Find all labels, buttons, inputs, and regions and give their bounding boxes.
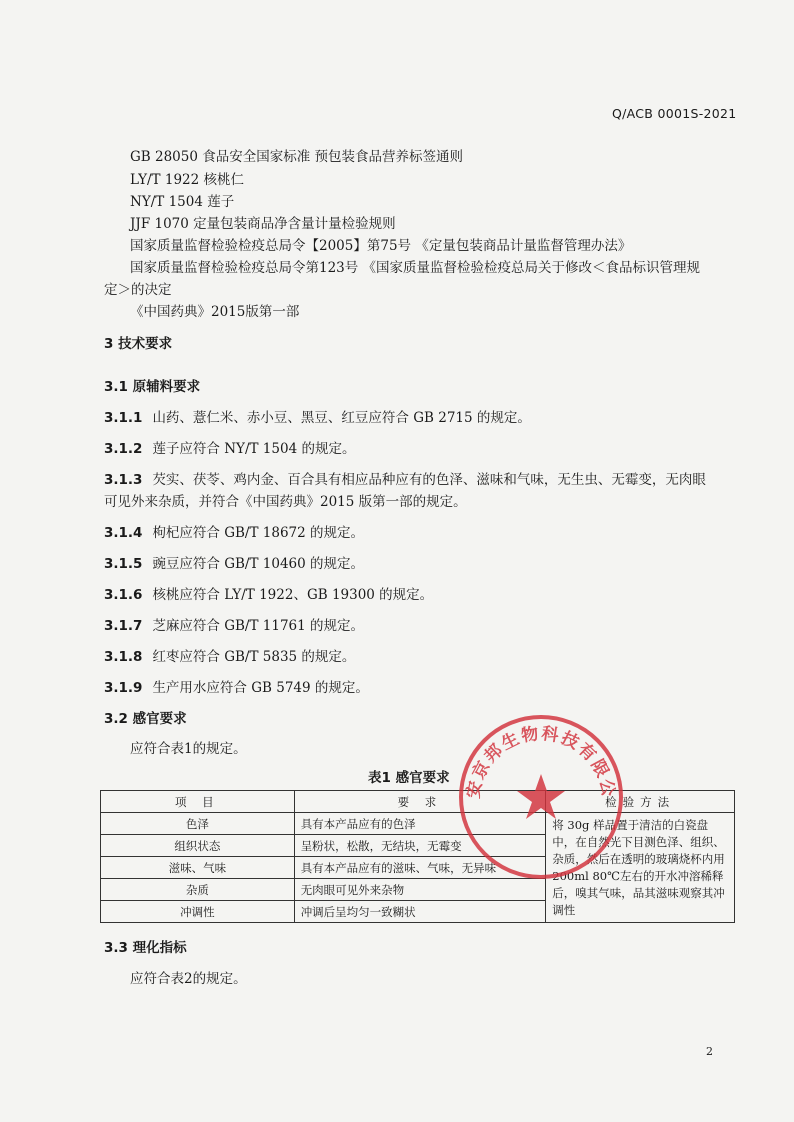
clause-3-1-4 <box>104 521 364 541</box>
requirement-cell: 无肉眼可见外来杂物 <box>294 879 546 901</box>
item-cell: 滋味、气味 <box>101 857 295 879</box>
clause-text: 核桃应符合 LY/T 1922、GB 19300 的规定。 <box>152 587 434 603</box>
clause-3-1-9 <box>104 676 369 696</box>
clause-text: 红枣应符合 GB/T 5835 的规定。 <box>152 649 356 665</box>
clause-number: 3.1.4 <box>104 525 143 541</box>
clause-text: 芡实、茯苓、鸡内金、百合具有相应品种应有的色泽、滋味和气味，无生虫、无霉变，无肉眼 <box>152 472 706 488</box>
table-1-caption: 表1 感官要求 <box>368 770 450 786</box>
item-cell: 杂质 <box>101 879 295 901</box>
clause-3-1-7 <box>104 614 364 634</box>
reference-order-123: 国家质量监督检验检疫总局令第123号 《国家质量监督检验检疫总局关于修改＜食品标识管理规 <box>130 260 701 276</box>
clause-3-1-1 <box>104 406 531 426</box>
company-seal-icon <box>456 712 626 882</box>
section-3-3-heading: 3.3 理化指标 <box>104 940 187 956</box>
section-3-3-text: 应符合表2的规定。 <box>130 971 247 987</box>
clause-number: 3.1.6 <box>104 587 143 603</box>
clause-number: 3.1.9 <box>104 680 143 696</box>
clause-text: 芝麻应符合 GB/T 11761 的规定。 <box>152 618 365 634</box>
clause-number: 3.1.3 <box>104 472 143 488</box>
clause-number: 3.1.8 <box>104 649 143 665</box>
item-cell: 冲调性 <box>101 901 295 923</box>
requirement-cell: 具有本产品应有的滋味、气味，无异味 <box>294 857 546 879</box>
reference-pharmacopoeia: 《中国药典》2015版第一部 <box>130 304 300 320</box>
item-cell: 色泽 <box>101 813 295 835</box>
header-requirement: 要 求 <box>294 791 546 813</box>
clause-3-1-2 <box>104 437 355 457</box>
section-3-2-heading: 3.2 感官要求 <box>104 711 187 727</box>
section-3-1-heading: 3.1 原辅料要求 <box>104 379 201 395</box>
clause-3-1-3-continued: 可见外来杂质，并符合《中国药典》2015 版第一部的规定。 <box>104 494 467 510</box>
reference-gb28050: GB 28050 食品安全国家标准 预包装食品营养标签通则 <box>130 149 464 165</box>
header-item: 项 目 <box>101 791 295 813</box>
clause-3-1-3 <box>104 468 706 488</box>
sensory-requirements-table <box>100 790 735 923</box>
section-3-2-text: 应符合表1的规定。 <box>130 741 247 757</box>
clause-text: 莲子应符合 NY/T 1504 的规定。 <box>152 441 356 457</box>
reference-order-123-continued: 定＞的决定 <box>104 282 172 298</box>
reference-jjf-1070: JJF 1070 定量包装商品净含量计量检验规则 <box>130 216 396 232</box>
clause-3-1-5 <box>104 552 364 572</box>
requirement-cell: 呈粉状，松散，无结块，无霉变 <box>294 835 546 857</box>
clause-text: 枸杞应符合 GB/T 18672 的规定。 <box>152 525 365 541</box>
section-3-heading: 3 技术要求 <box>104 336 173 352</box>
requirement-cell: 冲调后呈均匀一致糊状 <box>294 901 546 923</box>
requirement-cell: 具有本产品应有的色泽 <box>294 813 546 835</box>
clause-number: 3.1.7 <box>104 618 143 634</box>
svg-text:安京邦生物科技有限公: 安京邦生物科技有限公 <box>463 723 619 800</box>
page-number: 2 <box>706 1045 713 1058</box>
clause-number: 3.1.2 <box>104 441 143 457</box>
reference-ly-t-1922: LY/T 1922 核桃仁 <box>130 172 245 188</box>
clause-number: 3.1.1 <box>104 410 143 426</box>
reference-ny-t-1504: NY/T 1504 莲子 <box>130 194 235 210</box>
test-method-cell: 将 30g 样品置于清洁的白瓷盘中，在自然光下目测色泽、组织、杂质，然后在透明的玻璃烧杯内用 200ml 80℃左右的开水冲溶稀释后，嗅其气味，品其滋味观察其冲调性 <box>546 813 735 923</box>
reference-order-75: 国家质量监督检验检疫总局令【2005】第75号 《定量包装商品计量监督管理办法》 <box>130 238 632 254</box>
clause-3-1-8 <box>104 645 355 665</box>
clause-text: 豌豆应符合 GB/T 10460 的规定。 <box>152 556 365 572</box>
table-row <box>101 813 735 835</box>
table-header-row <box>101 791 735 813</box>
header-test-method: 检验方法 <box>546 791 735 813</box>
clause-3-1-6 <box>104 583 433 603</box>
item-cell: 组织状态 <box>101 835 295 857</box>
clause-text: 生产用水应符合 GB 5749 的规定。 <box>152 680 369 696</box>
clause-text: 山药、薏仁米、赤小豆、黑豆、红豆应符合 GB 2715 的规定。 <box>152 410 531 426</box>
clause-number: 3.1.5 <box>104 556 143 572</box>
document-code: Q/ACB 0001S-2021 <box>612 106 737 121</box>
